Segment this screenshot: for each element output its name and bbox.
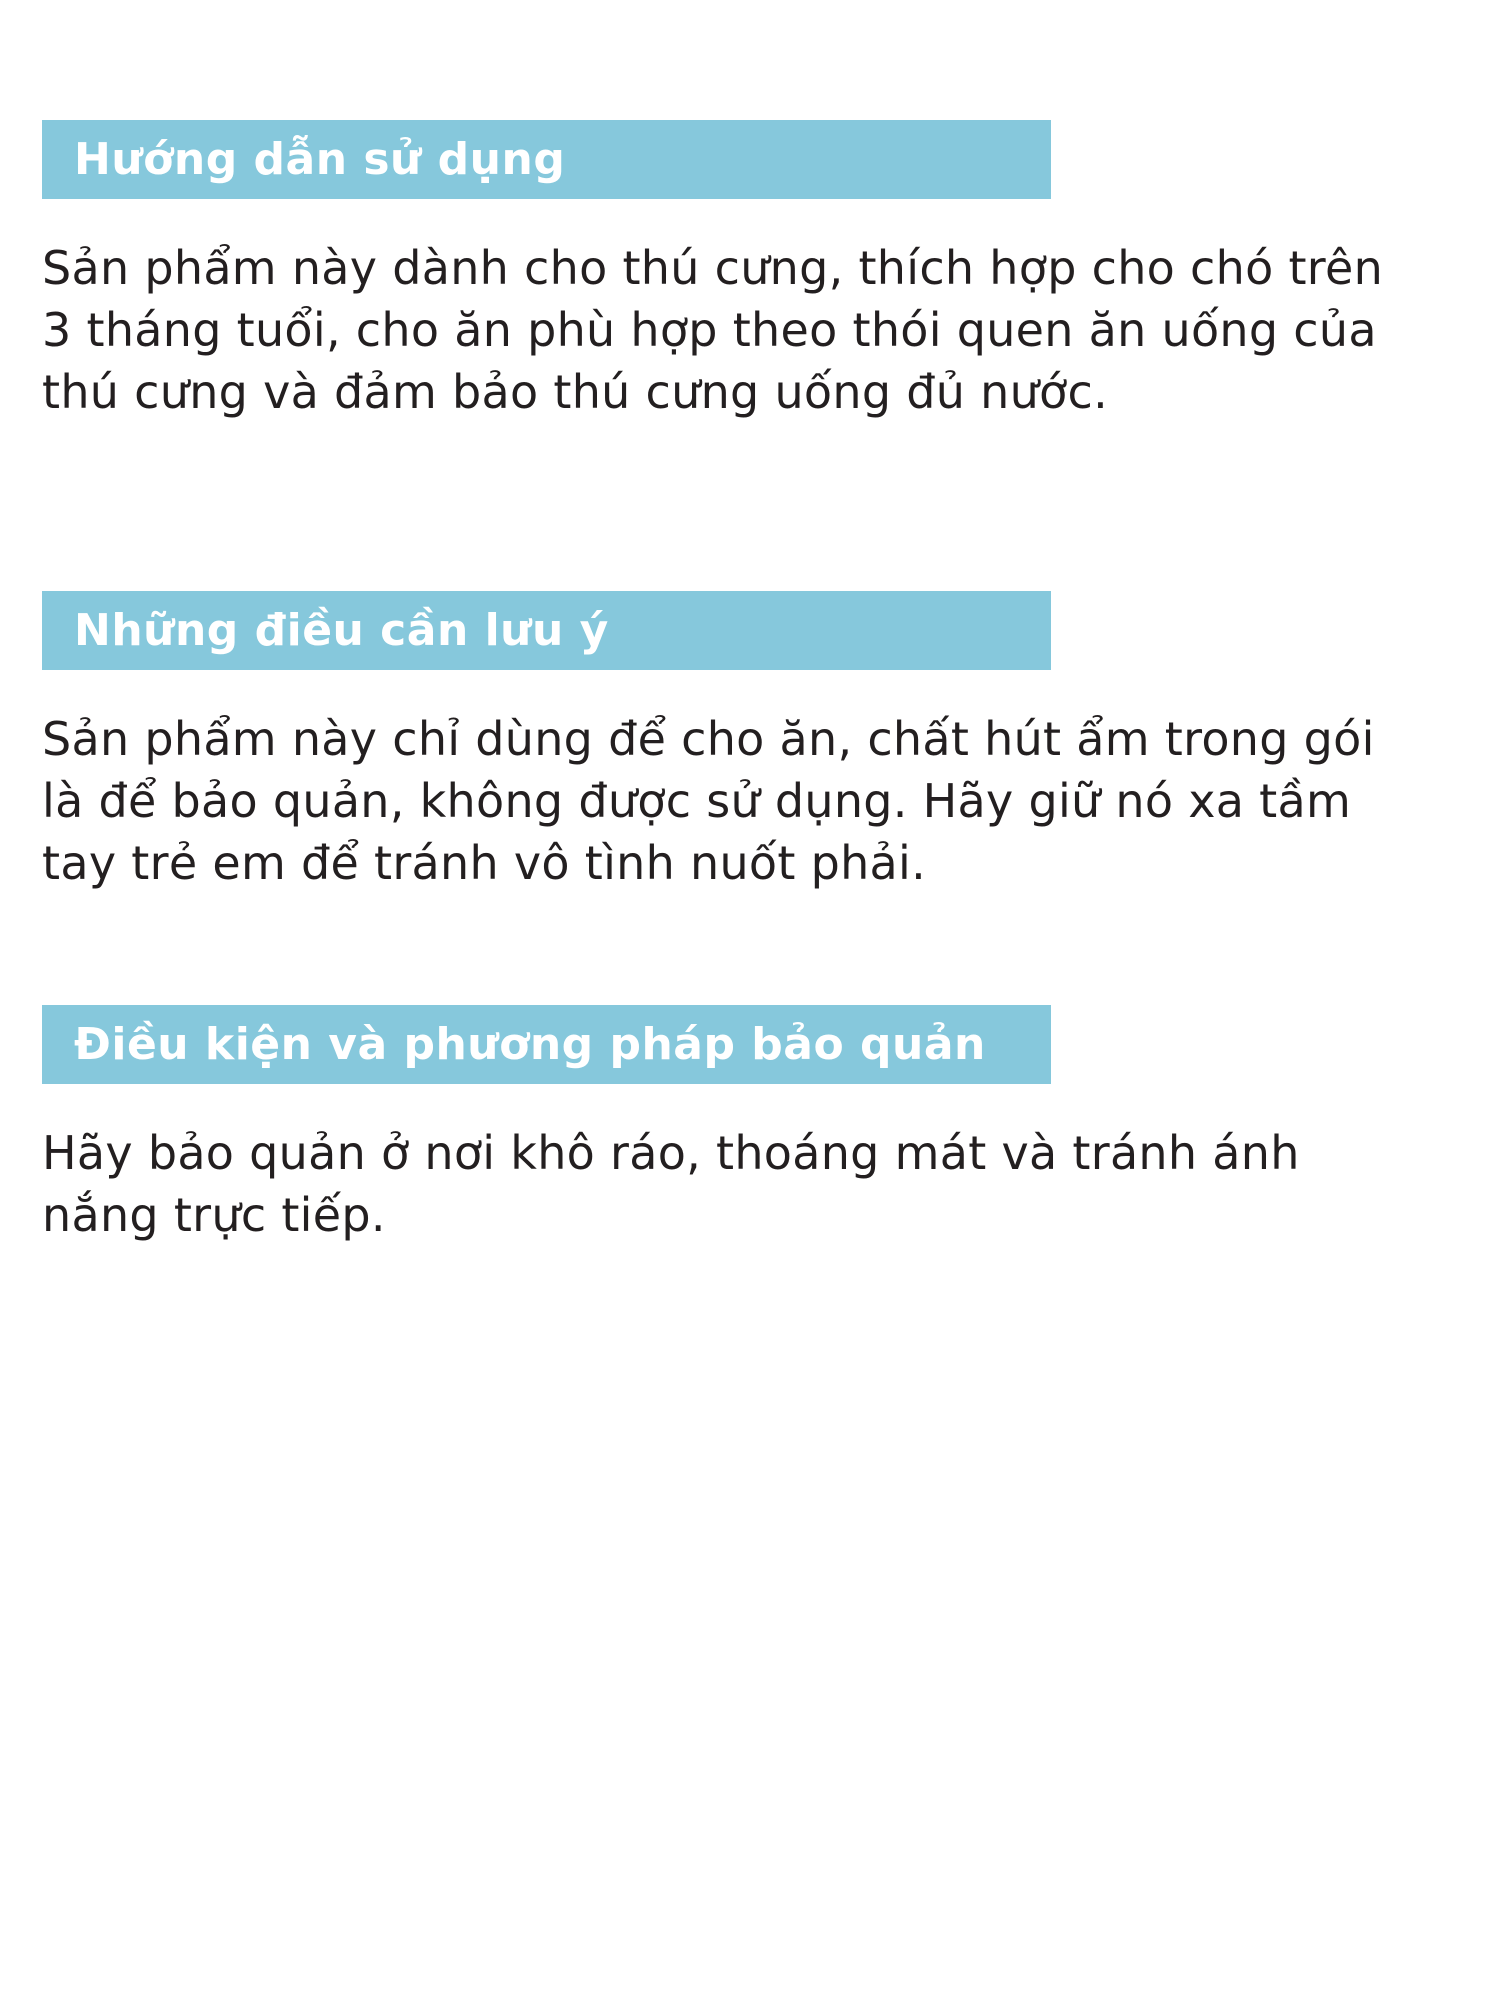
section-body-text: Hãy bảo quản ở nơi khô ráo, thoáng mát và tránh ánh nắng trực tiếp. <box>42 1126 1300 1242</box>
section-notes <box>42 591 1442 894</box>
section-storage-conditions <box>42 1005 1442 1246</box>
section-header <box>42 120 1051 199</box>
section-header <box>42 591 1051 670</box>
section-title: Hướng dẫn sử dụng <box>74 134 566 185</box>
section-body-text: Sản phẩm này dành cho thú cưng, thích hợp cho chó trên 3 tháng tuổi, cho ăn phù hợp theo thói quen ăn uống của thú cưng và đảm bảo thú cưng uống đủ nước. <box>42 241 1384 419</box>
section-title: Điều kiện và phương pháp bảo quản <box>74 1019 986 1070</box>
section-header <box>42 1005 1051 1084</box>
section-body-text: Sản phẩm này chỉ dùng để cho ăn, chất hút ẩm trong gói là để bảo quản, không được sử dụng. Hãy giữ nó xa tầm tay trẻ em để tránh vô tình nuốt phải. <box>42 712 1375 890</box>
section-usage-instructions <box>42 120 1442 423</box>
section-title: Những điều cần lưu ý <box>74 605 609 656</box>
